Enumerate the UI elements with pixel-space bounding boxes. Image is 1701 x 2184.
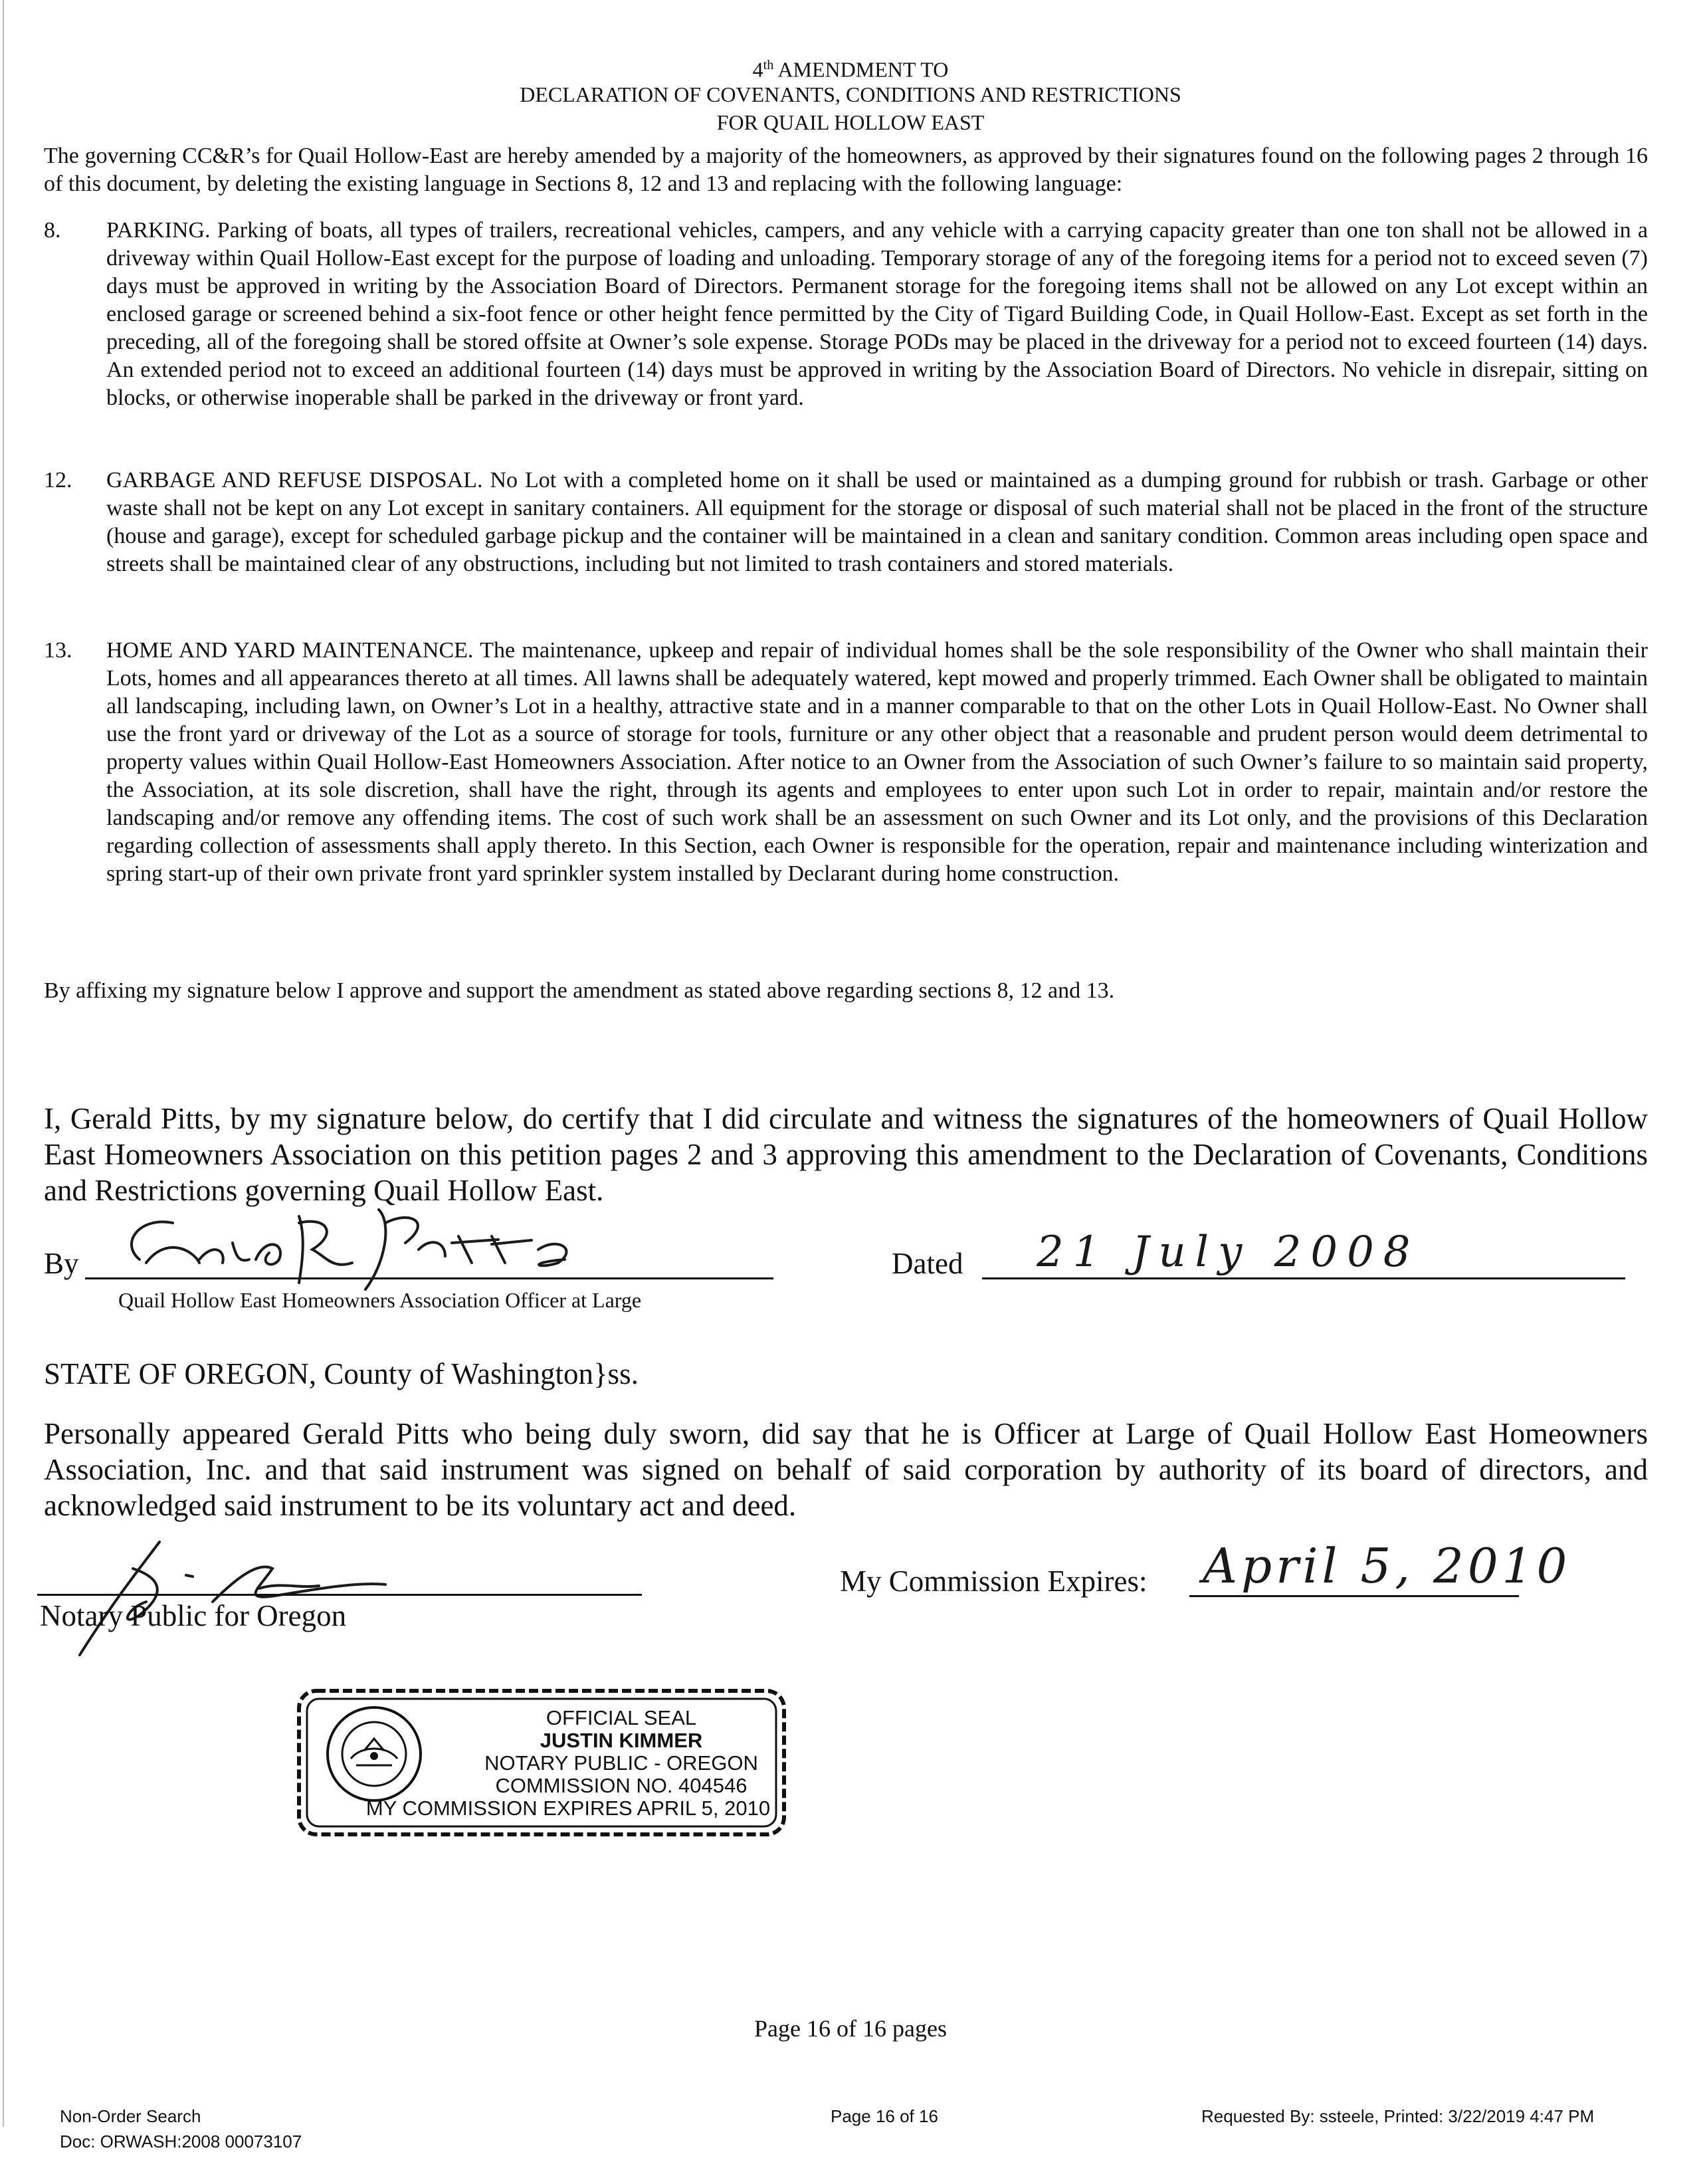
footer-search-type: Non-Order Search — [60, 2106, 201, 2126]
commission-line — [1189, 1595, 1519, 1597]
footer-page: Page 16 of 16 — [831, 2106, 938, 2126]
commission-handwritten-value: April 5, 2010 — [1203, 1538, 1571, 1594]
seal-notary-name: JUSTIN KIMMER — [540, 1729, 703, 1752]
scan-edge-line — [3, 0, 4, 2127]
dated-handwritten-value: 21 July 2008 — [1037, 1228, 1420, 1277]
certification-paragraph: I, Gerald Pitts, by my signature below, do certify that I did circulate and witness the signatures of the homeowners of Quail Hollow East Homeowners Association on this petition pages 2 and 3 approving this amendment to the Declaration of Covenants, Conditions and Restrictions governing Quail Hollow East. — [44, 1102, 1648, 1207]
notary-signature-line — [37, 1594, 642, 1596]
amendment-title: 4th AMENDMENT TO — [752, 57, 949, 82]
officer-caption: Quail Hollow East Homeowners Association Officer at Large — [118, 1288, 642, 1312]
seal-commission-number: COMMISSION NO. 404546 — [495, 1774, 748, 1797]
dated-label: Dated — [892, 1247, 963, 1280]
footer-requested-by: Requested By: ssteele, Printed: 3/22/2019 4:47 PM — [1201, 2106, 1595, 2126]
intro-paragraph: The governing CC&R’s for Quail Hollow-East are hereby amended by a majority of the homeowners, as approved by their signatures found on the following pages 2 through 16 of this document, by deleting the existing language in Sections 8, 12 and 13 and replacing with the following language: — [44, 144, 1648, 196]
section-13-number: 13. — [44, 638, 72, 663]
section-13-text: HOME AND YARD MAINTENANCE. The maintenance, upkeep and repair of individual homes shall be the sole responsibility of the Owner who shall maintain their Lots, homes and all appearances thereto at all times. All lawns shall be adequately watered, kept mowed and properly trimmed. Each Owner shall be obligated to maintain all landscaping, including lawn, on Owner’s Lot in a healthy, attractive state and in a manner comparable to that on the other Lots in Quail Hollow-East. No Owner shall use the front yard or driveway of the Lot as a source of storage for tools, furniture or any other object that a reasonable and prudent person would deem detrimental to property values within Quail Hollow-East Homeowners Association. After notice to an Owner from the Association of such Owner’s failure to so maintain said property, the Association, at its sole discretion, shall have the right, through its agents and employees to enter upon such Lot in order to repair, maintain and/or restore the landscaping and/or remove any offending items. The cost of such work shall be an assessment on such Owner and its Lot only, and the provisions of this Declaration regarding collection of assessments shall apply thereto. In this Section, each Owner is responsible for the operation, repair and maintenance including winterization and spring start-up of their own private front yard sprinkler system installed by Declarant during home construction. — [106, 638, 1648, 886]
section-8-number: 8. — [44, 218, 61, 243]
section-12-number: 12. — [44, 468, 72, 492]
page-number: Page 16 of 16 pages — [754, 2015, 947, 2042]
by-label: By — [44, 1247, 79, 1280]
official-seal-stamp — [295, 1687, 788, 1838]
seal-title: OFFICIAL SEAL — [546, 1706, 697, 1729]
venue-line: STATE OF OREGON, County of Washington}ss. — [44, 1357, 639, 1390]
section-8-text: PARKING. Parking of boats, all types of trailers, recreational vehicles, campers, and any vehicle with a carrying capacity greater than one ton shall not be allowed in a driveway within Quail Hollow-East except for the purpose of loading and unloading. Temporary storage of any of the foregoing items for a period not to exceed seven (7) days must be approved in writing by the Association Board of Directors. Permanent storage for the foregoing items shall not be allowed on any Lot except within an enclosed garage or screened behind a six-foot fence or other height fence permitted by the City of Tigard Building Code, in Quail Hollow-East. Except as set forth in the preceding, all of the foregoing shall be stored offsite at Owner’s sole expense. Storage PODs may be placed in the driveway for a period not to exceed fourteen (14) days. An extended period not to exceed an additional fourteen (14) days must be approved in writing by the Association Board of Directors. No vehicle in disrepair, sitting on blocks, or otherwise inoperable shall be parked in the driveway or front yard. — [106, 218, 1648, 410]
notary-caption: Notary Public for Oregon — [40, 1599, 347, 1632]
affix-statement: By affixing my signature below I approve and support the amendment as stated above regarding sections 8, 12 and 13. — [44, 978, 1115, 1003]
acknowledgment-paragraph: Personally appeared Gerald Pitts who being duly sworn, did say that he is Officer at Large of Quail Hollow East Homeowners Association, Inc. and that said instrument was signed on behalf of said corporation by authority of its board of directors, and acknowledged said instrument to be its voluntary act and deed. — [44, 1417, 1648, 1522]
community-title: FOR QUAIL HOLLOW EAST — [716, 110, 985, 134]
section-12-text: GARBAGE AND REFUSE DISPOSAL. No Lot with a completed home on it shall be used or maintained as a dumping ground for rubbish or trash. Garbage or other waste shall not be kept on any Lot except in sanitary containers. All equipment for the storage or disposal of such material shall not be placed in the front of the structure (house and garage), except for scheduled garbage pickup and the container will be maintained in a clean and sanitary condition. Common areas including open space and streets shall be maintained clear of any obstructions, including but not limited to trash containers and stored materials. — [106, 468, 1648, 576]
seal-expiration: MY COMMISSION EXPIRES APRIL 5, 2010 — [365, 1797, 771, 1820]
officer-signature — [100, 1196, 605, 1296]
commission-label: My Commission Expires: — [840, 1565, 1148, 1598]
footer-doc-id: Doc: ORWASH:2008 00073107 — [60, 2131, 302, 2151]
declaration-title: DECLARATION OF COVENANTS, CONDITIONS AND RESTRICTIONS — [520, 82, 1181, 106]
dated-line — [982, 1277, 1625, 1279]
seal-notary-public: NOTARY PUBLIC - OREGON — [484, 1751, 758, 1775]
